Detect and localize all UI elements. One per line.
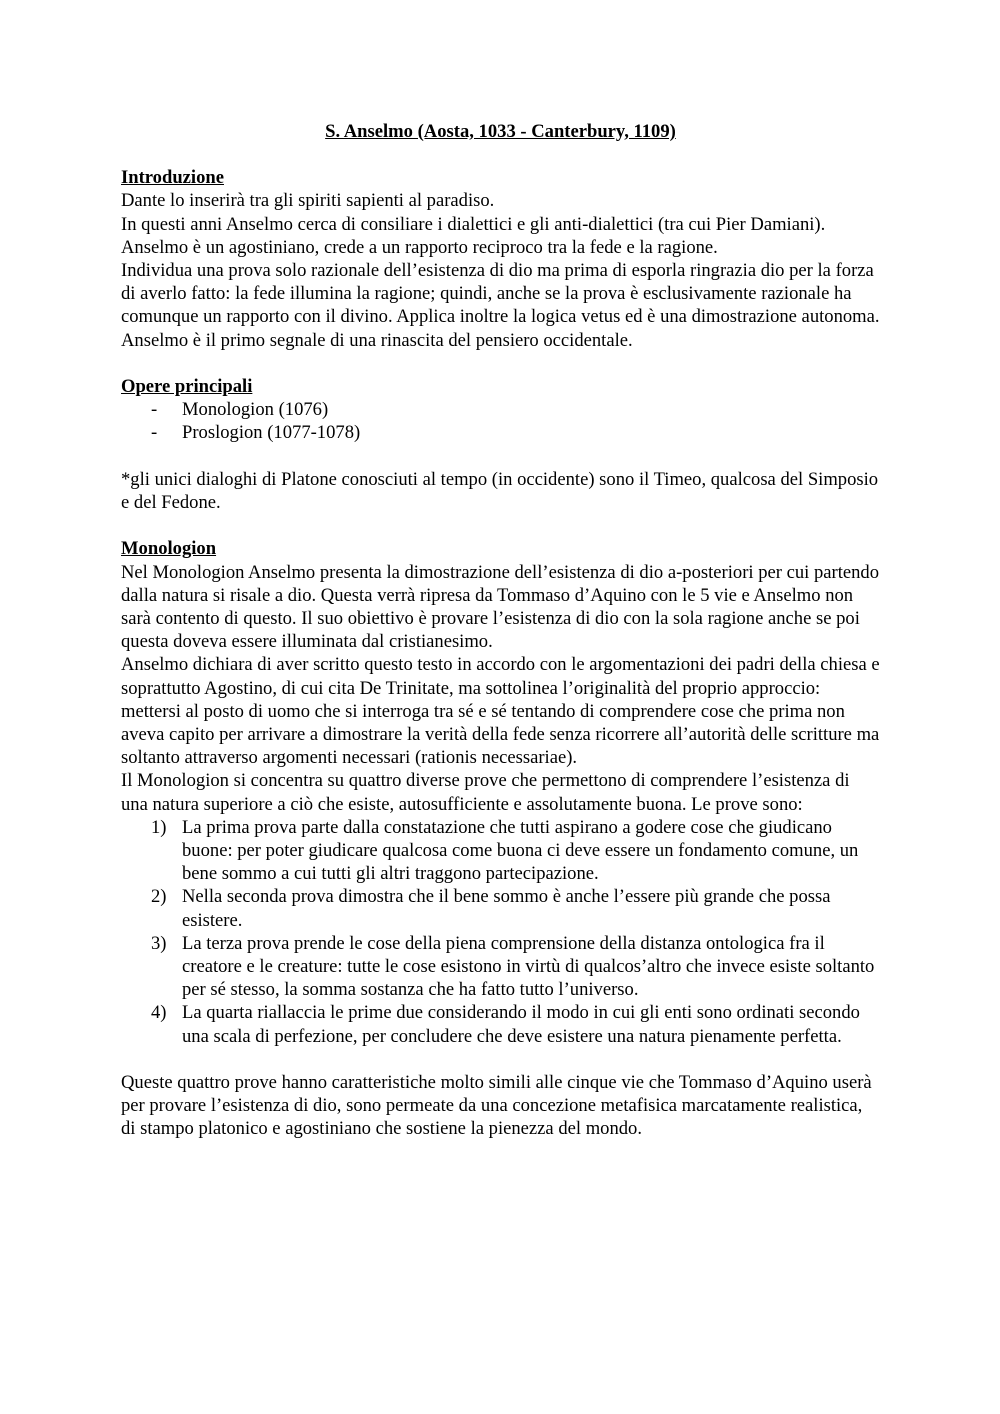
intro-paragraph: In questi anni Anselmo cerca di consiliare i dialettici e gli anti-dialettici (tra cui Pier Damiani).: [121, 213, 826, 235]
proofs-list: [121, 816, 880, 1048]
heading-opere-principali: Opere principali: [121, 376, 253, 398]
spacer: [121, 514, 880, 537]
proof-text: Nella seconda prova dimostra che il bene sommo è anche l’essere più grande che possa esistere.: [182, 886, 831, 931]
list-item: [121, 885, 880, 931]
list-number: 2): [151, 886, 167, 908]
spacer: [121, 352, 880, 375]
section-monologion: [121, 537, 880, 1140]
heading-introduzione: Introduzione: [121, 167, 224, 189]
intro-paragraph: Anselmo è un agostiniano, crede a un rapporto reciproco tra la fede e la ragione.: [121, 236, 718, 258]
list-item: - Proslogion (1077-1078): [121, 421, 880, 444]
list-item: [121, 816, 880, 886]
intro-paragraph: Anselmo è il primo segnale di una rinascita del pensiero occidentale.: [121, 329, 633, 351]
monologion-paragraph: Il Monologion si concentra su quattro diverse prove che permettono di comprendere l’esistenza di una natura superiore a ciò che esiste, autosufficiente e assolutamente buona. Le prove sono:: [121, 770, 850, 815]
proof-text: La terza prova prende le cose della piena comprensione della distanza ontologica fra il creatore e le creature: tutte le cose esistono in virtù di qualcos’altro che invece esiste soltanto per sé stesso, la somma sostanza che ha fatto tutto l’universo.: [182, 932, 875, 1001]
document-title: S. Anselmo (Aosta, 1033 - Canterbury, 1109): [325, 121, 676, 142]
monologion-paragraph: Anselmo dichiara di aver scritto questo testo in accordo con le argomentazioni dei padri della chiesa e soprattutto Agostino, di cui cita De Trinitate, ma sottolinea l’originalità del proprio approccio: mettersi al posto di uomo che si interroga tra sé e sé tentando di comprendere cose che prima non aveva capito per arrivare a dimostrare la verità della fede senza ricorrere all’autorità delle scritture ma soltanto attraverso argomenti necessari (rationis necessariae).: [121, 654, 880, 769]
list-item: - Monologion (1076): [121, 398, 880, 421]
list-item: [121, 932, 880, 1002]
monologion-paragraph: Nel Monologion Anselmo presenta la dimostrazione dell’esistenza di dio a-posteriori per cui partendo dalla natura si risale a dio. Questa verrà ripresa da Tommaso d’Aquino con le 5 vie e Anselmo non sarà contento di questo. Il suo obiettivo è provare l’esistenza di dio con la sola ragione anche se poi questa doveva essere illuminata dal cristianesimo.: [121, 561, 880, 653]
proof-text: La prima prova parte dalla constatazione che tutti aspirano a godere cose che giudicano buone: per poter giudicare qualcosa come buona ci deve essere un fondamento comune, un bene sommo a cui tutti gli altri traggono partecipazione.: [182, 816, 859, 885]
section-opere-principali: [121, 375, 880, 514]
heading-monologion: Monologion: [121, 538, 217, 560]
list-number: 1): [151, 816, 167, 838]
spacer: [121, 445, 880, 468]
spacer: [121, 1048, 880, 1071]
proof-text: La quarta riallaccia le prime due considerando il modo in cui gli enti sono ordinati secondo una scala di perfezione, per concludere che deve esistere una natura pienamente perfetta.: [182, 1002, 860, 1047]
section-introduzione: [121, 166, 880, 352]
list-number: 3): [151, 932, 167, 954]
works-list: [121, 398, 880, 444]
footnote-platone: *gli unici dialoghi di Platone conosciuti al tempo (in occidente) sono il Timeo, qualcosa del Simposio e del Fedone.: [121, 468, 879, 514]
intro-paragraph: Individua una prova solo razionale dell’esistenza di dio ma prima di esporla ringrazia dio per la forza di averlo fatto: la fede illumina la ragione; quindi, anche se la prova è esclusivamente razionale ha comunque un rapporto con il divino. Applica inoltre la logica vetus ed è una dimostrazione autonoma.: [121, 260, 880, 328]
intro-paragraph: Dante lo inserirà tra gli spiriti sapienti al paradiso.: [121, 190, 495, 212]
list-item: [121, 1001, 880, 1047]
list-number: 4): [151, 1002, 167, 1024]
monologion-conclusion: Queste quattro prove hanno caratteristiche molto simili alle cinque vie che Tommaso d’Aquino userà per provare l’esistenza di dio, sono permeate da una concezione metafisica marcatamente realistica, di stampo platonico e agostiniano che sostiene la pienezza del mondo.: [121, 1072, 872, 1140]
